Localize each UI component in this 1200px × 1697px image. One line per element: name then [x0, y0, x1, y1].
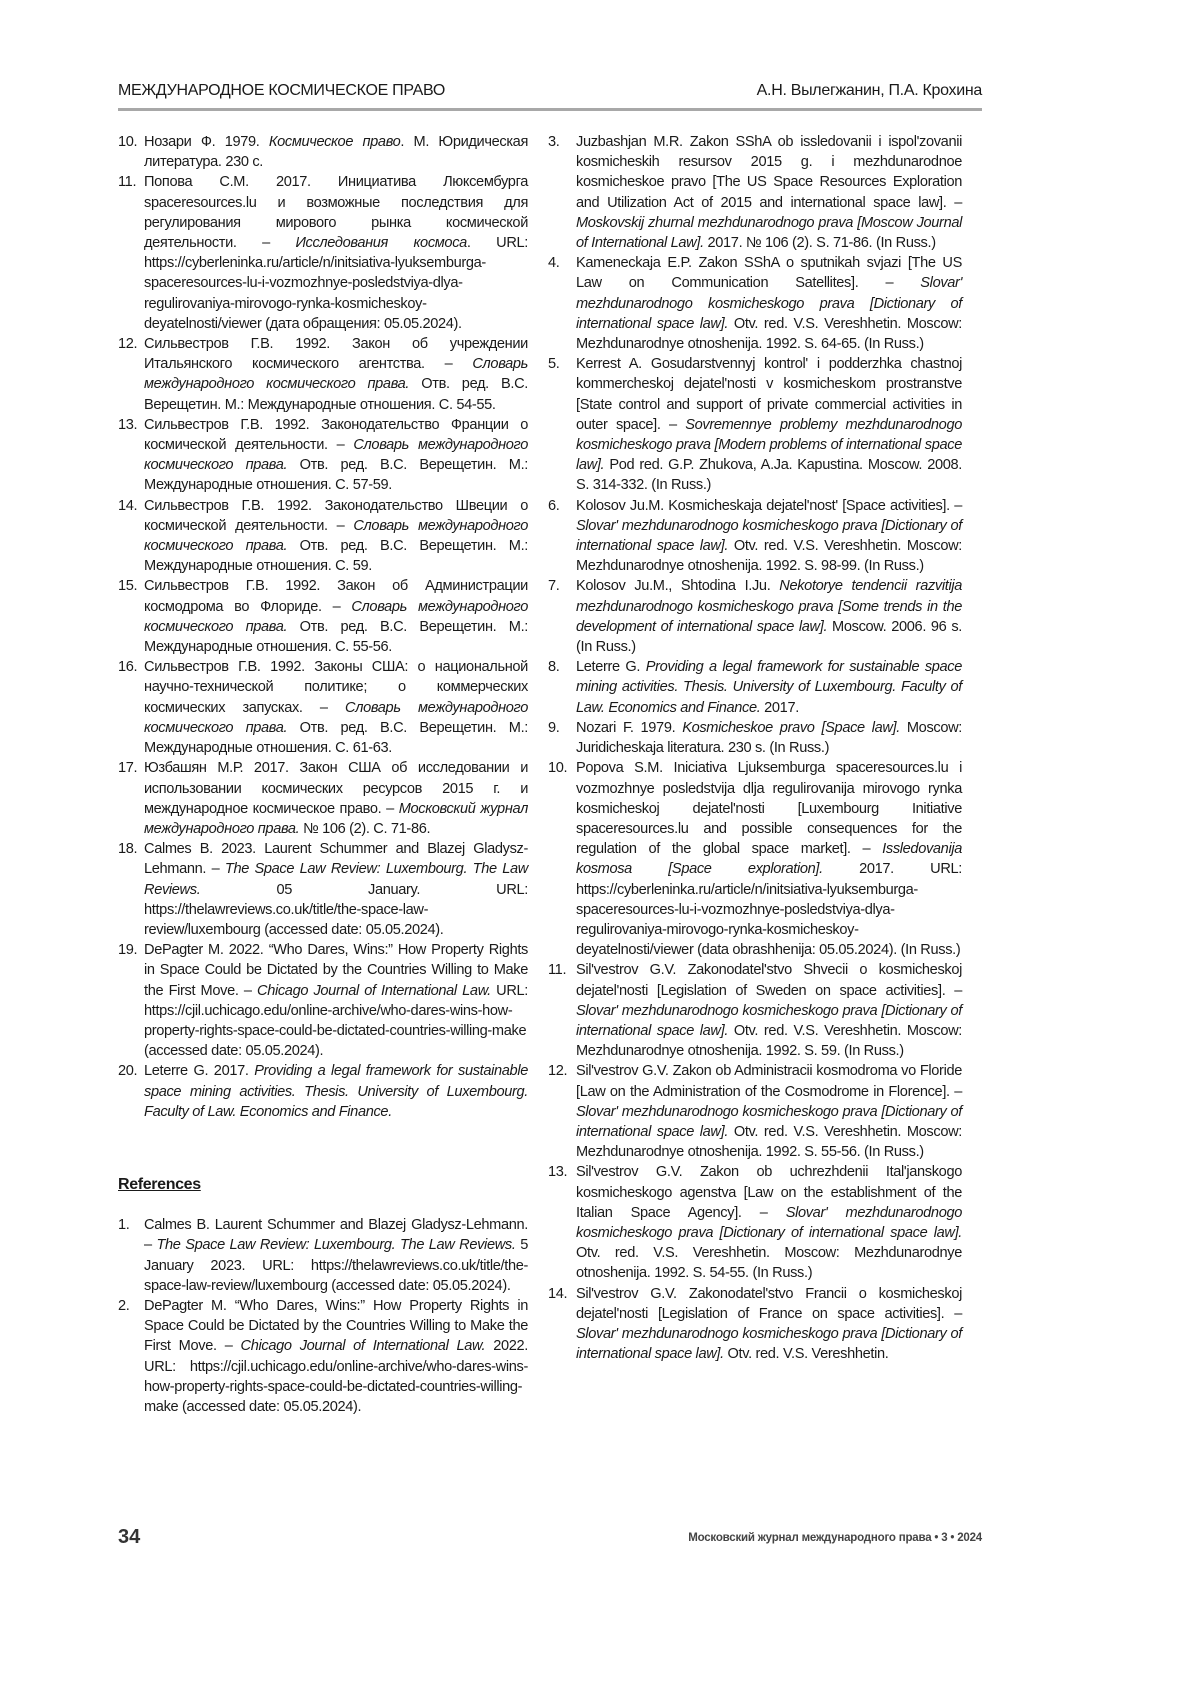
reference-number: 7. [548, 576, 559, 596]
reference-item [118, 334, 528, 415]
reference-number: 5. [548, 354, 559, 374]
page-number: 34 [118, 1526, 140, 1549]
reference-item [548, 1162, 962, 1283]
reference-item [548, 354, 962, 495]
reference-number: 13. [548, 1162, 567, 1182]
reference-item [548, 496, 962, 577]
reference-source-title: Словарь международного космического права. [144, 356, 528, 392]
reference-number: 12. [118, 334, 137, 354]
reference-source-title: Исследования космоса [295, 235, 466, 251]
reference-source-title: Словарь международного космического права. [144, 700, 528, 736]
reference-number: 10. [548, 758, 567, 778]
reference-text: Otv. red. V.S. Vereshhetin. Moscow: Mezhdunarodnye otnoshenija. 1992. S. 64-65. (In Russ.) [576, 316, 962, 352]
reference-text: Otv. red. V.S. Vereshhetin. Moscow: Mezhdunarodnye otnoshenija. 1992. S. 98-99. (In Russ.) [576, 538, 962, 574]
reference-item [118, 940, 528, 1061]
reference-text: Сильвестров Г.В. 1992. Закон об учреждении Итальянского космического агентства. – [144, 336, 528, 372]
reference-source-title: Slovar' mezhdunarodnogo kosmicheskogo prava [Dictionary of international space law]. [576, 275, 962, 331]
reference-number: 11. [548, 960, 566, 980]
reference-number: 6. [548, 496, 559, 516]
reference-item [118, 1215, 528, 1296]
reference-text: Leterre G. 2017. [144, 1063, 254, 1079]
reference-number: 15. [118, 576, 137, 596]
reference-item [118, 839, 528, 940]
reference-text: Отв. ред. В.С. Верещетин. М.: Международные отношения. С. 55-56. [144, 619, 528, 655]
reference-item [118, 415, 528, 496]
reference-text: 2017. № 106 (2). S. 71-86. (In Russ.) [704, 235, 936, 251]
reference-text: Сильвестров Г.В. 1992. Законодательство Франции о космической деятельности. – [144, 417, 528, 453]
reference-source-title: Kosmicheskoe pravo [Space law]. [682, 720, 900, 736]
literature-list [118, 132, 528, 1122]
reference-text: № 106 (2). С. 71-86. [299, 821, 430, 837]
reference-item [548, 718, 962, 758]
reference-item [548, 253, 962, 354]
header-divider [118, 108, 982, 111]
reference-source-title: Slovar' mezhdunarodnogo kosmicheskogo prava [Dictionary of international space law]. [576, 1003, 962, 1039]
reference-number: 14. [548, 1284, 567, 1304]
reference-source-title: Providing a legal framework for sustainable space mining activities. Thesis. University of Luxembourg. Faculty of Law. Economics and Finance. [576, 659, 962, 715]
reference-number: 2. [118, 1296, 129, 1316]
reference-number: 13. [118, 415, 137, 435]
reference-item [118, 1061, 528, 1122]
reference-source-title: Chicago Journal of International Law. [241, 1338, 486, 1354]
reference-text: Calmes B. 2023. Laurent Schummer and Blazej Gladysz-Lehmann. – [144, 841, 528, 877]
reference-source-title: Московский журнал международного права. [144, 801, 528, 837]
reference-text: Kolosov Ju.M., Shtodina I.Ju. [576, 578, 779, 594]
reference-item [548, 576, 962, 657]
reference-text: Попова С.М. 2017. Инициатива Люксембурга spaceresources.lu и возможные последствия для регулирования мирового рынка космической деятельности. – [144, 174, 528, 251]
reference-text: Moscow. 2006. 96 s. (In Russ.) [576, 619, 962, 655]
reference-text: DePagter M. 2022. “Who Dares, Wins:” How Property Rights in Space Could be Dictated by the Countries Willing to Make the First Move. – [144, 942, 528, 998]
reference-item [548, 132, 962, 253]
reference-item [548, 758, 962, 960]
reference-number: 11. [118, 172, 136, 192]
reference-source-title: Slovar' mezhdunarodnogo kosmicheskogo prava [Dictionary of international space law]. [576, 1326, 962, 1362]
reference-number: 10. [118, 132, 137, 152]
reference-number: 18. [118, 839, 137, 859]
reference-text: Pod red. G.P. Zhukova, A.Ja. Kapustina. Moscow. 2008. S. 314-332. (In Russ.) [576, 457, 962, 493]
reference-text: Sil'vestrov G.V. Zakon ob uchrezhdenii Ital'janskogo kosmicheskogo agenstva [Law on the establishment of the Italian Space Agency]. – [576, 1164, 962, 1220]
references-list-right [548, 132, 962, 1364]
reference-text: Moscow: Juridicheskaja literatura. 230 s. (In Russ.) [576, 720, 962, 756]
reference-number: 9. [548, 718, 559, 738]
reference-text: 5 January 2023. URL: https://thelawreviews.co.uk/title/the-space-law-review/luxembourg (accessed date: 05.05.2024). [144, 1237, 528, 1293]
reference-text: Kolosov Ju.M. Kosmicheskaja dejatel'nost' [Space activities]. – [576, 498, 962, 514]
reference-text: Sil'vestrov G.V. Zakonodatel'stvo Shvecii o kosmicheskoj dejatel'nosti [Legislation of Sweden on space activities]. – [576, 962, 962, 998]
reference-text: Sil'vestrov G.V. Zakonodatel'stvo Francii o kosmicheskoj dejatel'nosti [Legislation of France on space activities]. – [576, 1286, 962, 1322]
references-list-left [118, 1215, 528, 1417]
running-header-authors: А.Н. Вылегжанин, П.А. Крохина [757, 82, 982, 100]
reference-source-title: Providing a legal framework for sustainable space mining activities. Thesis. University of Luxembourg. Faculty of Law. Economics and Finance. [144, 1063, 528, 1119]
reference-text: Нозари Ф. 1979. [144, 134, 269, 150]
reference-source-title: Nekotorye tendencii razvitija mezhdunarodnogo kosmicheskogo prava [Some trends in the development of international space law]. [576, 578, 962, 634]
reference-source-title: Словарь международного космического права. [144, 518, 528, 554]
reference-text: DePagter M. “Who Dares, Wins:” How Property Rights in Space Could be Dictated by the Countries Willing to Make the First Move. – [144, 1298, 528, 1354]
reference-text: Nozari F. 1979. [576, 720, 682, 736]
reference-source-title: Космическое право [269, 134, 401, 150]
reference-text: Leterre G. [576, 659, 646, 675]
reference-text: Popova S.M. Iniciativa Ljuksemburga spaceresources.lu i vozmozhnye posledstvija dlja regulirovanija mirovogo rynka kosmicheskoj dejatel'nosti [Luxembourg Initiative spaceresources.lu and possible consequences for the regulation of the global space market]. – [576, 760, 962, 857]
reference-number: 16. [118, 657, 137, 677]
reference-text: Отв. ред. В.С. Верещетин. М.: Международные отношения. С. 57-59. [144, 457, 528, 493]
reference-source-title: Sovremennye problemy mezhdunarodnogo kosmicheskogo prava [Modern problems of international space law]. [576, 417, 962, 473]
reference-text: Otv. red. V.S. Vereshhetin. [724, 1346, 889, 1362]
reference-source-title: Slovar' mezhdunarodnogo kosmicheskogo prava [Dictionary of international space law]. [576, 1104, 962, 1140]
reference-item [118, 1296, 528, 1417]
reference-source-title: Slovar' mezhdunarodnogo kosmicheskogo prava [Dictionary of international space law]. [576, 518, 962, 554]
reference-source-title: The Space Law Review: Luxembourg. The Law Reviews. [144, 861, 528, 897]
reference-number: 20. [118, 1061, 137, 1081]
reference-number: 14. [118, 496, 137, 516]
reference-item [548, 1061, 962, 1162]
reference-text: 2017. [760, 700, 798, 716]
reference-item [118, 496, 528, 577]
reference-text: Otv. red. V.S. Vereshhetin. Moscow: Mezhdunarodnye otnoshenija. 1992. S. 54-55. (In Russ.) [576, 1245, 962, 1281]
reference-number: 8. [548, 657, 559, 677]
reference-text: Kameneckaja E.P. Zakon SShA o sputnikah svjazi [The US Law on Communication Satellites]. – [576, 255, 962, 291]
reference-item [548, 960, 962, 1061]
reference-item [118, 657, 528, 758]
reference-text: Сильвестров Г.В. 1992. Законодательство Швеции о космической деятельности. – [144, 498, 528, 534]
reference-text: Kerrest A. Gosudarstvennyj kontrol' i podderzhka chastnoj kommercheskoj dejatel'nosti v kosmicheskom prostranstve [State control and support of private commercial activities in outer space]. – [576, 356, 962, 433]
reference-source-title: Chicago Journal of International Law. [257, 983, 491, 999]
reference-text: . М. Юридическая литература. 230 с. [144, 134, 528, 170]
reference-text: Otv. red. V.S. Vereshhetin. Moscow: Mezhdunarodnye otnoshenija. 1992. S. 55-56. (In Russ.) [576, 1124, 962, 1160]
reference-text: Отв. ред. В.С. Верещетин. М.: Международные отношения. С. 54-55. [144, 376, 528, 412]
reference-number: 1. [118, 1215, 129, 1235]
reference-text: 2022. URL: https://cjil.uchicago.edu/online-archive/who-dares-wins-how-property-rights-space-could-be-dictated-countries-willing-make (accessed date: 05.05.2024). [144, 1338, 528, 1415]
reference-source-title: Словарь международного космического права. [144, 437, 528, 473]
reference-text: Sil'vestrov G.V. Zakon ob Administracii kosmodroma vo Floride [Law on the Administration of the Cosmodrome in Florence]. – [576, 1063, 962, 1099]
reference-source-title: Slovar' mezhdunarodnogo kosmicheskogo prava [Dictionary of international space law]. [576, 1205, 962, 1241]
reference-text: Сильвестров Г.В. 1992. Закон об Администрации космодрома во Флориде. – [144, 578, 528, 614]
reference-text: Отв. ред. В.С. Верещетин. М.: Международные отношения. С. 61-63. [144, 720, 528, 756]
literature-column [118, 132, 528, 1122]
reference-number: 3. [548, 132, 559, 152]
reference-item [118, 758, 528, 839]
journal-footer: Московский журнал международного права • 3 • 2024 [688, 1532, 982, 1544]
reference-item [548, 657, 962, 718]
reference-source-title: Issledovanija kosmosa [Space exploration]. [576, 841, 962, 877]
reference-number: 19. [118, 940, 137, 960]
reference-text: Otv. red. V.S. Vereshhetin. Moscow: Mezhdunarodnye otnoshenija. 1992. S. 59. (In Russ.) [576, 1023, 962, 1059]
references-heading: References [118, 1175, 528, 1195]
reference-text: Юзбашян М.Р. 2017. Закон США об исследовании и использовании космических ресурсов 2015 г. и международное космическое право. – [144, 760, 528, 816]
reference-text: 2017. URL: https://cyberleninka.ru/article/n/initsiativa-lyuksemburga-spaceresources-lu-i-vozmozhnye-posledstviya-dlya-regulirovaniya-mirovogo-rynka-kosmicheskoy-deyatelnosti/viewer (data obrashhenija: 05.05.2024). (In Russ.) [576, 861, 962, 958]
references-section [118, 1175, 528, 1417]
reference-text: Juzbashjan M.R. Zakon SShA ob issledovanii i ispol'zovanii kosmicheskih resursov 2015 g. i mezhdunarodnoe kosmicheskoe pravo [The US Space Resources Exploration and Utilization Act of 2015 and international space law]. – [576, 134, 962, 211]
running-header-section: МЕЖДУНАРОДНОЕ КОСМИЧЕСКОЕ ПРАВО [118, 82, 445, 100]
reference-source-title: The Space Law Review: Luxembourg. The Law Reviews. [156, 1237, 515, 1253]
reference-number: 17. [118, 758, 137, 778]
reference-source-title: Moskovskij zhurnal mezhdunarodnogo prava [Moscow Journal of International Law]. [576, 215, 962, 251]
references-column-right [548, 132, 962, 1364]
reference-text: URL: https://cjil.uchicago.edu/online-archive/who-dares-wins-how-property-rights-space-could-be-dictated-countries-willing-make (accessed date: 05.05.2024). [144, 983, 528, 1060]
reference-text: Calmes B. Laurent Schummer and Blazej Gladysz-Lehmann. – [144, 1217, 528, 1253]
reference-item [118, 172, 528, 334]
reference-item [118, 576, 528, 657]
reference-number: 4. [548, 253, 559, 273]
reference-source-title: Словарь международного космического права. [144, 599, 528, 635]
reference-text: . URL: https://cyberleninka.ru/article/n/initsiativa-lyuksemburga-spaceresources-lu-i-vozmozhnye-posledstviya-dlya-regulirovaniya-mirovogo-rynka-kosmicheskoy-deyatelnosti/viewer (дата обращения: 05.05.2024). [144, 235, 528, 332]
reference-text: Отв. ред. В.С. Верещетин. М.: Международные отношения. С. 59. [144, 538, 528, 574]
reference-number: 12. [548, 1061, 567, 1081]
reference-item [118, 132, 528, 172]
reference-text: Сильвестров Г.В. 1992. Законы США: о национальной научно-технической политике; о коммерческих космических запусках. – [144, 659, 528, 715]
reference-text: 05 January. URL: https://thelawreviews.co.uk/title/the-space-law-review/luxembourg (accessed date: 05.05.2024). [144, 882, 528, 938]
reference-item [548, 1284, 962, 1365]
